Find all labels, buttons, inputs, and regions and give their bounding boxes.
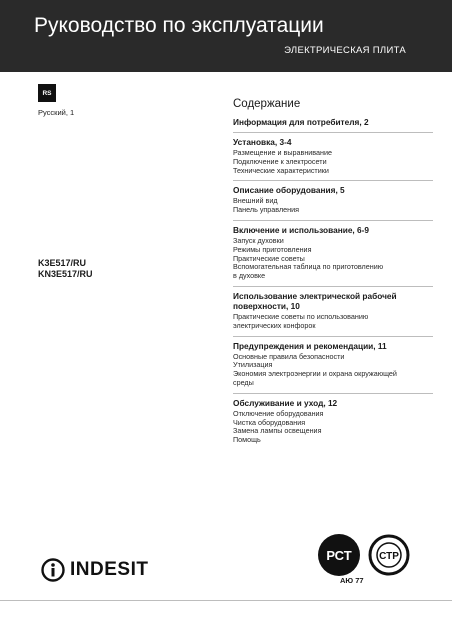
toc-section-title: Информация для потребителя, 2 — [233, 117, 369, 127]
toc-subitem: Практические советы по использованию — [233, 311, 369, 321]
toc-subitem: Внешний вид — [233, 196, 278, 206]
toc-subitem: Панель управления — [233, 205, 300, 215]
page-subtitle: ЭЛЕКТРИЧЕСКАЯ ПЛИТА — [284, 45, 406, 56]
toc-subitem: Технические характеристики — [233, 165, 329, 175]
page-title: Руководство по эксплуатации — [34, 14, 324, 37]
toc-section-title: Описание оборудования, 5 — [233, 185, 345, 196]
toc-subitem: Экономия электроэнергии и охрана окружающей — [233, 369, 397, 379]
title-bar — [0, 0, 452, 72]
toc-section-title: Использование электрической рабочей поверхности, 10 — [233, 290, 397, 311]
indesit-logo-icon — [40, 557, 66, 583]
model-list — [38, 258, 93, 279]
model-name: KN3E517/RU — [38, 268, 93, 279]
toc-subitem: Подключение к электросети — [233, 156, 327, 166]
toc-subitem: Помощь — [233, 435, 261, 445]
toc-subitem: Размещение и выравнивание — [233, 148, 333, 157]
toc-section — [233, 132, 433, 175]
table-of-contents — [233, 98, 433, 450]
toc-subitem: Отключение оборудования — [233, 408, 324, 418]
ctr-certification-icon — [366, 532, 412, 578]
brand-name: INDESIT — [70, 559, 149, 580]
toc-section — [233, 220, 433, 281]
language-badge: RS — [38, 84, 56, 102]
toc-section-title: Предупреждения и рекомендации, 11 — [233, 340, 387, 351]
certification-code: АЮ 77 — [340, 576, 364, 585]
language-entry: Русский, 1 — [38, 108, 75, 117]
model-name: K3E517/RU — [38, 258, 87, 268]
toc-section-title: Установка, 3-4 — [233, 137, 292, 147]
brand-logo — [40, 557, 148, 583]
cert-mark-text: РСТ — [326, 548, 352, 563]
toc-section — [233, 336, 433, 388]
pct-certification-icon — [316, 532, 362, 578]
toc-section — [233, 117, 433, 127]
toc-section-title: Включение и использование, 6-9 — [233, 224, 370, 235]
toc-subitem: Режимы приготовления — [233, 244, 312, 254]
toc-subitem: Чистка оборудования — [233, 417, 306, 427]
toc-subitem: Вспомогательная таблица по приготовлению — [233, 262, 384, 272]
toc-section — [233, 180, 433, 215]
toc-subitem: Замена лампы освещения — [233, 426, 322, 436]
toc-subitem: среды — [233, 377, 254, 387]
toc-subitem: Практические советы — [233, 253, 305, 263]
toc-section — [233, 393, 433, 445]
cert-mark-text: СТР — [379, 551, 399, 562]
toc-section — [233, 286, 433, 331]
toc-subitem: в духовке — [233, 271, 266, 281]
toc-subitem: Основные правила безопасности — [233, 351, 345, 361]
toc-section-title: Обслуживание и уход, 12 — [233, 397, 338, 408]
toc-heading: Содержание — [233, 98, 301, 110]
bottom-divider — [0, 600, 452, 601]
toc-subitem: Запуск духовки — [233, 235, 284, 245]
toc-subitem: электрических конфорок — [233, 320, 316, 330]
toc-subitem: Утилизация — [233, 360, 273, 370]
